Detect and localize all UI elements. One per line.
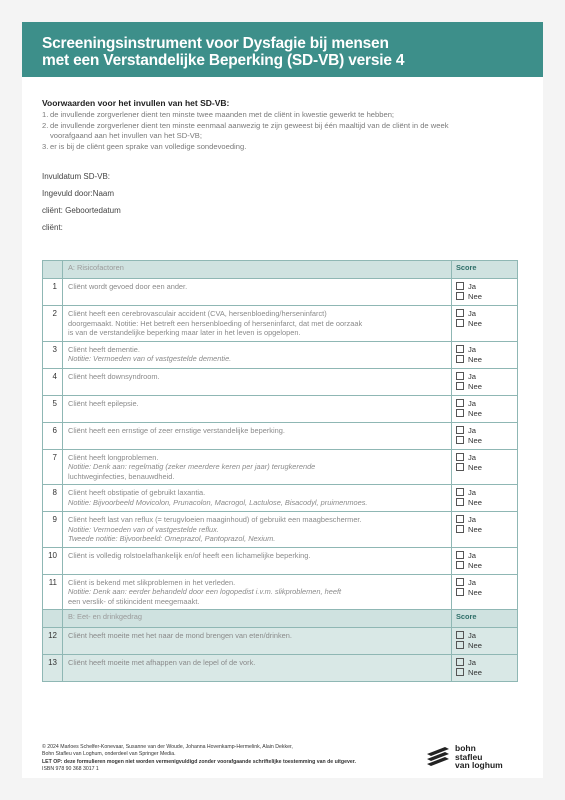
option-label: Nee: [468, 435, 482, 445]
question-line: Cliënt heeft last van reflux (= terugvloeien maaginhoud) of gebruikt een maagbeschermer.: [68, 515, 362, 524]
question-text: [63, 628, 452, 655]
option-ja[interactable]: [456, 372, 513, 382]
condition-text: er is bij de cliënt geen sprake van volledige sondevoeding.: [50, 142, 247, 151]
condition-item: [42, 142, 246, 152]
question-line: is van de verstandelijke beperking maar later in het leven is opgelopen.: [68, 328, 301, 337]
question-row: [43, 306, 518, 342]
question-number: 6: [43, 422, 63, 449]
option-nee[interactable]: [456, 561, 513, 571]
question-line: een verslik- of stikincident meegemaakt.: [68, 596, 200, 606]
question-line: Cliënt heeft dementie.: [68, 344, 140, 354]
question-row: [43, 279, 518, 306]
question-number: 1: [43, 279, 63, 306]
score-cell: [452, 368, 518, 395]
option-ja[interactable]: [456, 578, 513, 588]
option-label: Nee: [468, 668, 482, 677]
checkbox-ja[interactable]: [456, 345, 464, 353]
checkbox-ja[interactable]: [456, 399, 464, 407]
question-line: Notitie: Bijvoorbeeld Movicolon, Prunacolon, Macrogol, Lactulose, Bisacodyl, pruimenmoes.: [68, 497, 368, 507]
question-text: [63, 368, 452, 395]
form-title-line2: met een Verstandelijke Beperking (SD-VB) versie 4: [42, 52, 405, 69]
option-nee[interactable]: [456, 355, 513, 365]
question-text: [63, 655, 452, 682]
option-nee[interactable]: [456, 641, 513, 651]
option-ja[interactable]: [456, 282, 513, 292]
score-cell: [452, 628, 518, 655]
question-line: Cliënt heeft moeite met het naar de mond brengen van eten/drinken.: [68, 631, 292, 640]
question-line: Cliënt is bekend met slikproblemen in het verleden.: [68, 577, 236, 587]
question-row: [43, 655, 518, 682]
option-label: Ja: [468, 371, 477, 381]
checkbox-ja[interactable]: [456, 453, 464, 461]
logo-line1: bohn: [455, 743, 476, 753]
question-row: [43, 449, 518, 485]
checkbox-ja[interactable]: [456, 551, 464, 559]
question-text: [63, 547, 452, 574]
question-number: 2: [43, 306, 63, 342]
publisher-logo: [425, 744, 525, 772]
publisher-logo-text: [455, 744, 503, 770]
score-cell: [452, 512, 518, 548]
option-ja[interactable]: [456, 345, 513, 355]
option-ja[interactable]: [456, 515, 513, 525]
filled-by-field[interactable]: [42, 189, 114, 198]
option-label: Nee: [468, 381, 482, 391]
score-cell: [452, 279, 518, 306]
section-b-label: B: Eet- en drinkgedrag: [63, 610, 452, 628]
checkbox-nee[interactable]: [456, 382, 464, 390]
option-label: Ja: [468, 309, 477, 318]
filled-by-value: Naam: [92, 189, 115, 198]
question-row: [43, 341, 518, 368]
question-row: [43, 512, 518, 548]
date-field[interactable]: [42, 172, 110, 181]
option-ja[interactable]: [456, 551, 513, 561]
question-line: Cliënt heeft downsyndroom.: [68, 371, 160, 381]
option-label: Nee: [468, 587, 482, 597]
question-text: [63, 512, 452, 548]
client2-field[interactable]: [42, 223, 63, 232]
checkbox-nee[interactable]: [456, 525, 464, 533]
question-number: 8: [43, 485, 63, 512]
question-number: 5: [43, 395, 63, 422]
question-line: Notitie: Denk aan: eerder behandeld door een logopedist i.v.m. slikproblemen, heeft: [68, 587, 342, 596]
option-nee[interactable]: [456, 436, 513, 446]
question-line: Cliënt wordt gevoed door een ander.: [68, 282, 188, 291]
option-label: Ja: [468, 515, 477, 524]
option-ja[interactable]: [456, 658, 513, 668]
question-line: doorgemaakt. Notitie: Het betreft een hersenbloeding of herseninfarct, dat met de oorzaak: [68, 318, 363, 328]
question-number: 4: [43, 368, 63, 395]
option-label: Ja: [468, 550, 477, 560]
screening-table: [42, 260, 518, 682]
conditions-title: Voorwaarden voor het invullen van het SD-VB:: [42, 98, 230, 108]
condition-text: voorafgaand aan het invullen van het SD-VB;: [50, 131, 202, 140]
question-row: [43, 395, 518, 422]
option-nee[interactable]: [456, 588, 513, 598]
footer-line: © 2024 Marloes Schelfer-Konevaar, Susanne van der Woude, Johanna Hovenkamp-Hermelink, Alain Dekker,: [42, 744, 293, 750]
option-ja[interactable]: [456, 309, 513, 319]
checkbox-nee[interactable]: [456, 668, 464, 676]
option-nee[interactable]: [456, 409, 513, 419]
option-label: Nee: [468, 462, 482, 472]
option-label: Nee: [468, 292, 482, 301]
score-cell: [452, 395, 518, 422]
condition-item: [42, 121, 449, 131]
option-ja[interactable]: [456, 426, 513, 436]
option-label: Nee: [468, 498, 482, 507]
question-row: [43, 368, 518, 395]
score-cell: [452, 449, 518, 485]
condition-number: 1.: [42, 110, 49, 119]
condition-item: [42, 110, 394, 120]
question-number: 7: [43, 449, 63, 485]
question-line: Notitie: Vermoeden van of vastgestelde dementie.: [68, 354, 232, 363]
checkbox-nee[interactable]: [456, 436, 464, 444]
option-nee[interactable]: [456, 463, 513, 473]
question-line: Cliënt heeft obstipatie of gebruikt laxantia.: [68, 488, 206, 497]
checkbox-nee[interactable]: [456, 561, 464, 569]
footer-line: Bohn Stafleu van Loghum, onderdeel van Springer Media.: [42, 751, 176, 758]
score-cell: [452, 306, 518, 342]
score-cell: [452, 422, 518, 449]
client-field[interactable]: [42, 206, 121, 215]
question-row: [43, 574, 518, 610]
question-text: [63, 279, 452, 306]
date-label: Invuldatum SD-VB:: [42, 172, 111, 181]
client-value: Geboortedatum: [65, 206, 121, 215]
option-nee[interactable]: [456, 498, 513, 508]
option-nee[interactable]: [456, 525, 513, 535]
question-line: Cliënt heeft een ernstige of zeer ernstige verstandelijke beperking.: [68, 425, 285, 435]
question-number: 11: [43, 574, 63, 610]
filled-by-label: Ingevuld door:: [42, 189, 93, 198]
option-label: Ja: [468, 577, 477, 587]
checkbox-ja[interactable]: [456, 426, 464, 434]
question-text: [63, 422, 452, 449]
option-nee[interactable]: [456, 319, 513, 329]
question-line: Notitie: Denk aan: regelmatig (zeker meerdere keren per jaar) terugkerende: [68, 462, 316, 471]
option-label: Nee: [468, 560, 482, 570]
option-label: Ja: [468, 488, 477, 497]
score-cell: [452, 485, 518, 512]
section-a-label: A: Risicofactoren: [63, 261, 452, 279]
condition-text: de invullende zorgverlener dient ten minste twee maanden met de cliënt in kwestie gewerkt te hebben;: [50, 110, 395, 119]
checkbox-ja[interactable]: [456, 372, 464, 380]
condition-number: 2.: [42, 121, 49, 130]
option-label: Ja: [468, 398, 477, 408]
question-row: [43, 485, 518, 512]
option-ja[interactable]: [456, 453, 513, 463]
score-cell: [452, 574, 518, 610]
option-label: Ja: [468, 425, 477, 435]
option-label: Ja: [468, 631, 477, 640]
question-text: [63, 449, 452, 485]
score-cell: [452, 655, 518, 682]
question-line: Notitie: Vermoeden van of vastgestelde reflux.: [68, 524, 219, 534]
question-line: Cliënt heeft epilepsie.: [68, 398, 139, 408]
option-nee[interactable]: [456, 382, 513, 392]
option-label: Nee: [468, 641, 482, 650]
score-cell: [452, 547, 518, 574]
checkbox-ja[interactable]: [456, 515, 464, 523]
score-cell: [452, 341, 518, 368]
client2-label: cliënt:: [42, 223, 63, 232]
form-title-line1: Screeningsinstrument voor Dysfagie bij mensen: [42, 35, 389, 52]
checkbox-nee[interactable]: [456, 641, 464, 649]
checkbox-nee[interactable]: [456, 588, 464, 596]
footer-line: LET OP: deze formulieren mogen niet worden vermenigvuldigd zonder voorafgaande schriftelijke toestemming van de uitgever.: [42, 758, 356, 765]
question-line: Tweede notitie: Bijvoorbeeld: Omeprazol, Pantoprazol, Nexium.: [68, 534, 276, 543]
option-ja[interactable]: [456, 631, 513, 641]
question-text: [63, 341, 452, 368]
question-text: [63, 485, 452, 512]
option-label: Ja: [468, 282, 477, 291]
score-header: Score: [452, 261, 518, 279]
publisher-logo-icon: [425, 746, 451, 768]
form-header: [22, 22, 543, 77]
footer-line: ISBN 978 90 368 3017 1: [42, 766, 99, 773]
checkbox-nee[interactable]: [456, 319, 464, 327]
checkbox-nee[interactable]: [456, 292, 464, 300]
option-nee[interactable]: [456, 292, 513, 302]
score-header: Score: [452, 610, 518, 628]
footer: [42, 744, 356, 774]
form-page: [22, 22, 543, 778]
question-text: [63, 395, 452, 422]
question-number: 12: [43, 628, 63, 655]
option-nee[interactable]: [456, 668, 513, 678]
question-row: [43, 628, 518, 655]
question-number: 9: [43, 512, 63, 548]
option-label: Nee: [468, 354, 482, 364]
option-label: Nee: [468, 319, 482, 328]
checkbox-ja[interactable]: [456, 578, 464, 586]
option-ja[interactable]: [456, 399, 513, 409]
checkbox-nee[interactable]: [456, 355, 464, 363]
checkbox-ja[interactable]: [456, 658, 464, 666]
question-text: [63, 574, 452, 610]
section-a-header: [43, 261, 518, 279]
question-line: Cliënt heeft moeite met afhappen van de lepel of de vork.: [68, 658, 256, 667]
question-line: Cliënt heeft een cerebrovasculair accident (CVA, hersenbloeding/herseninfarct): [68, 309, 327, 318]
question-line: Cliënt heeft longproblemen.: [68, 452, 159, 462]
question-number: 10: [43, 547, 63, 574]
condition-number: 3.: [42, 142, 49, 151]
checkbox-nee[interactable]: [456, 463, 464, 471]
option-ja[interactable]: [456, 488, 513, 498]
checkbox-ja[interactable]: [456, 309, 464, 317]
checkbox-ja[interactable]: [456, 631, 464, 639]
condition-text: de invullende zorgverlener dient ten minste eenmaal aanwezig te zijn geweest bij één maaltijd van de cliënt in de week: [50, 121, 449, 130]
option-label: Ja: [468, 452, 477, 462]
option-label: Nee: [468, 525, 482, 534]
logo-line2: stafleu: [455, 751, 483, 762]
option-label: Ja: [468, 344, 477, 354]
option-label: Nee: [468, 408, 482, 418]
checkbox-nee[interactable]: [456, 409, 464, 417]
question-number: 13: [43, 655, 63, 682]
checkbox-ja[interactable]: [456, 282, 464, 290]
option-label: Ja: [468, 658, 477, 667]
checkbox-nee[interactable]: [456, 498, 464, 506]
section-b-header: [43, 610, 518, 628]
question-line: Cliënt is volledig rolstoelafhankelijk en/of heeft een lichamelijke beperking.: [68, 550, 311, 560]
logo-line3: van loghum: [455, 760, 503, 771]
checkbox-ja[interactable]: [456, 488, 464, 496]
question-line: luchtweginfecties, benauwdheid.: [68, 471, 175, 481]
question-number: 3: [43, 341, 63, 368]
question-row: [43, 422, 518, 449]
question-row: [43, 547, 518, 574]
condition-item: [42, 131, 202, 141]
client-label: cliënt:: [42, 206, 63, 215]
question-text: [63, 306, 452, 342]
